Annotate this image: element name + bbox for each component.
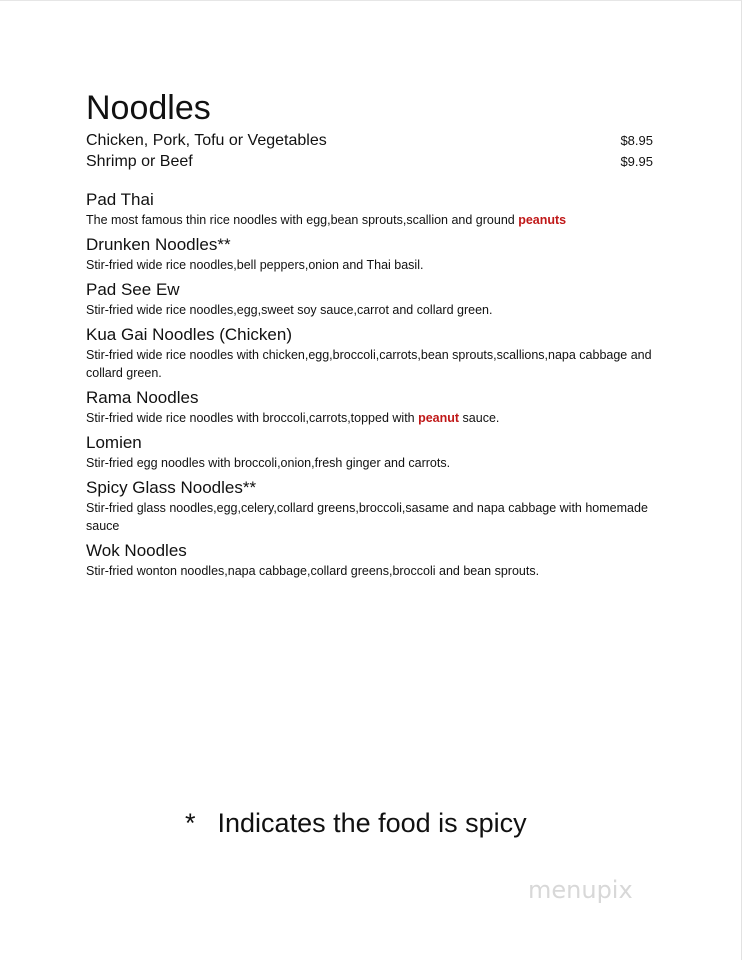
item-name: Drunken Noodles** xyxy=(86,235,231,254)
price-value: $9.95 xyxy=(620,154,653,169)
item-description xyxy=(86,211,666,229)
menu-item xyxy=(86,279,666,319)
watermark-logo: menupix xyxy=(528,876,633,904)
item-name: Pad See Ew xyxy=(86,280,180,299)
spicy-symbol: * xyxy=(185,808,196,838)
menu-item xyxy=(86,189,666,229)
item-description xyxy=(86,454,666,472)
item-name: Spicy Glass Noodles** xyxy=(86,478,257,497)
item-description-text: Stir-fried wonton noodles,napa cabbage,collard greens,broccoli and bean sprouts. xyxy=(86,564,540,578)
menu-item xyxy=(86,540,666,580)
price-value: $8.95 xyxy=(620,133,653,148)
menu-item xyxy=(86,234,666,274)
item-description-text: Stir-fried wide rice noodles,bell peppers,onion and Thai basil. xyxy=(86,258,424,272)
item-description xyxy=(86,562,666,580)
item-description xyxy=(86,499,666,535)
price-label: Shrimp or Beef xyxy=(86,153,193,170)
footnote-text: Indicates the food is spicy xyxy=(217,808,527,838)
allergen-highlight: peanuts xyxy=(518,213,567,227)
menu-section xyxy=(86,88,666,585)
item-name: Pad Thai xyxy=(86,190,154,209)
item-description xyxy=(86,409,666,427)
price-label: Chicken, Pork, Tofu or Vegetables xyxy=(86,132,327,149)
menu-item xyxy=(86,387,666,427)
item-description-text: Stir-fried egg noodles with broccoli,onion,fresh ginger and carrots. xyxy=(86,456,451,470)
section-title: Noodles xyxy=(86,89,211,127)
menu-item xyxy=(86,324,666,382)
item-name: Wok Noodles xyxy=(86,541,187,560)
item-description-text: Stir-fried wide rice noodles,egg,sweet soy sauce,carrot and collard green. xyxy=(86,303,493,317)
price-row xyxy=(86,151,666,172)
item-description-text: sauce. xyxy=(459,411,500,425)
price-row xyxy=(86,130,666,151)
item-description-text: Stir-fried glass noodles,egg,celery,collard greens,broccoli,sasame and napa cabbage with homemade sauce xyxy=(86,501,648,533)
item-name: Lomien xyxy=(86,433,142,452)
allergen-highlight: peanut xyxy=(418,411,460,425)
item-description xyxy=(86,256,666,274)
menu-item xyxy=(86,432,666,472)
item-description xyxy=(86,346,666,382)
menu-item xyxy=(86,477,666,535)
price-table xyxy=(86,130,666,172)
item-name: Kua Gai Noodles (Chicken) xyxy=(86,325,292,344)
item-description xyxy=(86,301,666,319)
spicy-footnote xyxy=(185,805,527,841)
item-description-text: The most famous thin rice noodles with egg,bean sprouts,scallion and ground xyxy=(86,213,519,227)
item-description-text: Stir-fried wide rice noodles with chicken,egg,broccoli,carrots,bean sprouts,scallions,napa cabbage and collard green. xyxy=(86,348,652,380)
item-name: Rama Noodles xyxy=(86,388,199,407)
item-description-text: Stir-fried wide rice noodles with broccoli,carrots,topped with xyxy=(86,411,419,425)
menu-items xyxy=(86,189,666,580)
